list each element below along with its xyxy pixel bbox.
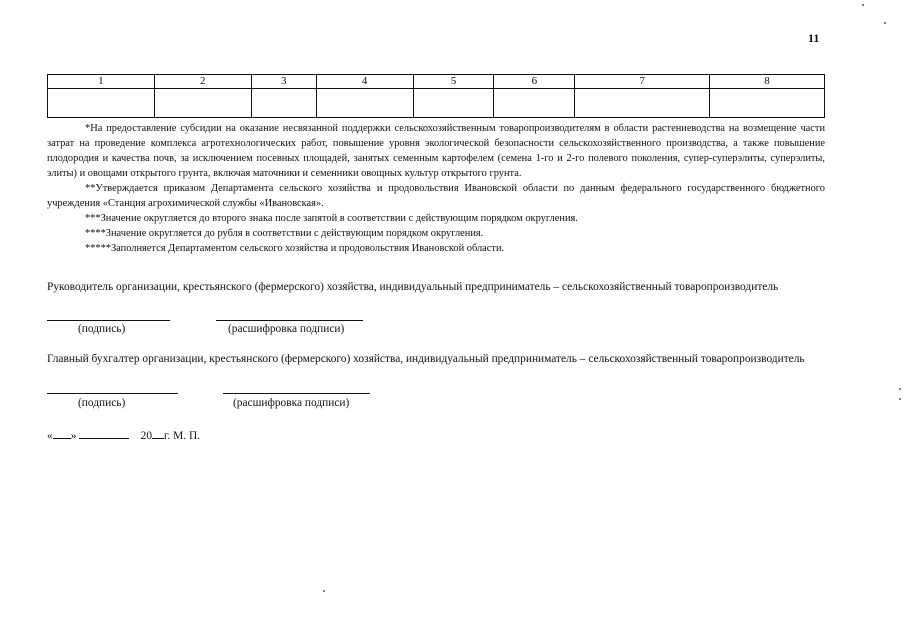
scan-speck	[884, 22, 886, 24]
table-cell	[316, 89, 413, 118]
column-header: 6	[494, 75, 575, 89]
column-header: 8	[710, 75, 825, 89]
day-blank	[53, 428, 71, 439]
scan-speck	[862, 4, 864, 6]
footnote: *****Заполняется Департаментом сельского хозяйства и продовольствия Ивановской области.	[85, 243, 505, 254]
table-row	[48, 89, 825, 118]
table-header-row	[48, 75, 825, 89]
decode-line	[216, 320, 363, 321]
sign-caption: (подпись)	[78, 323, 126, 335]
year-blank	[152, 428, 164, 439]
accountant-signature-block	[47, 352, 825, 367]
column-header: 2	[154, 75, 251, 89]
decode-caption: (расшифровка подписи)	[228, 323, 345, 335]
table-cell	[48, 89, 155, 118]
column-header: 1	[48, 75, 155, 89]
column-header: 7	[575, 75, 710, 89]
month-blank	[79, 428, 129, 439]
decode-caption: (расшифровка подписи)	[233, 397, 350, 409]
table-cell	[154, 89, 251, 118]
table-cell	[710, 89, 825, 118]
signature-line	[47, 320, 170, 321]
column-header: 4	[316, 75, 413, 89]
page-number: 11	[808, 31, 820, 45]
footnote: ****Значение округляется до рубля в соответствии с действующим порядком округления.	[85, 228, 484, 239]
signature-line	[47, 393, 178, 394]
decode-line	[223, 393, 370, 394]
scan-speck	[899, 388, 901, 390]
footnote: **Утверждается приказом Департамента сельского хозяйства и продовольствия Ивановской области по данным федерального государственного бюджетного учреждения «Станция агрохимической службы «Ивановская».	[47, 183, 825, 209]
scan-speck	[323, 590, 325, 592]
head-signature-block	[47, 280, 825, 295]
table-cell	[494, 89, 575, 118]
column-header: 3	[251, 75, 316, 89]
signatory-title: Руководитель организации, крестьянского (фермерского) хозяйства, индивидуальный предприниматель – сельскохозяйственный товаропроизводитель	[47, 281, 779, 293]
signatory-title: Главный бухгалтер организации, крестьянского (фермерского) хозяйства, индивидуальный предприниматель – сельскохозяйственный товаропроизводитель	[47, 353, 805, 365]
scan-speck	[899, 398, 901, 400]
column-header: 5	[413, 75, 494, 89]
close-quote: »	[70, 430, 77, 442]
date-suffix: г. М. П.	[164, 430, 201, 442]
footnotes	[47, 121, 825, 256]
footnote: *На предоставление субсидии на оказание несвязанной поддержки сельскохозяйственным товаропроизводителям в области растениеводства на возмещение части затрат на проведение комплекса агротехнологических работ, повышение уровня экологической безопасности сельскохозяйственного производства, а также повышение плодородия и качества почв, за исключением посевных площадей, занятых семенным картофелем (семена 1-го и 2-го полевого поколения, супер-суперэлиты, суперэлиты, элиты) и овощами открытого грунта, включая маточники и семенники овощных культур открытого грунта.	[47, 123, 825, 179]
footnote: ***Значение округляется до второго знака после запятой в соответствии с действующим порядком округления.	[85, 213, 578, 224]
table-cell	[251, 89, 316, 118]
table-cell	[413, 89, 494, 118]
date-line	[47, 428, 200, 442]
table-cell	[575, 89, 710, 118]
sign-caption: (подпись)	[78, 397, 126, 409]
year-prefix: 20	[140, 430, 153, 442]
open-quote: «	[47, 430, 53, 442]
data-table	[47, 74, 825, 118]
